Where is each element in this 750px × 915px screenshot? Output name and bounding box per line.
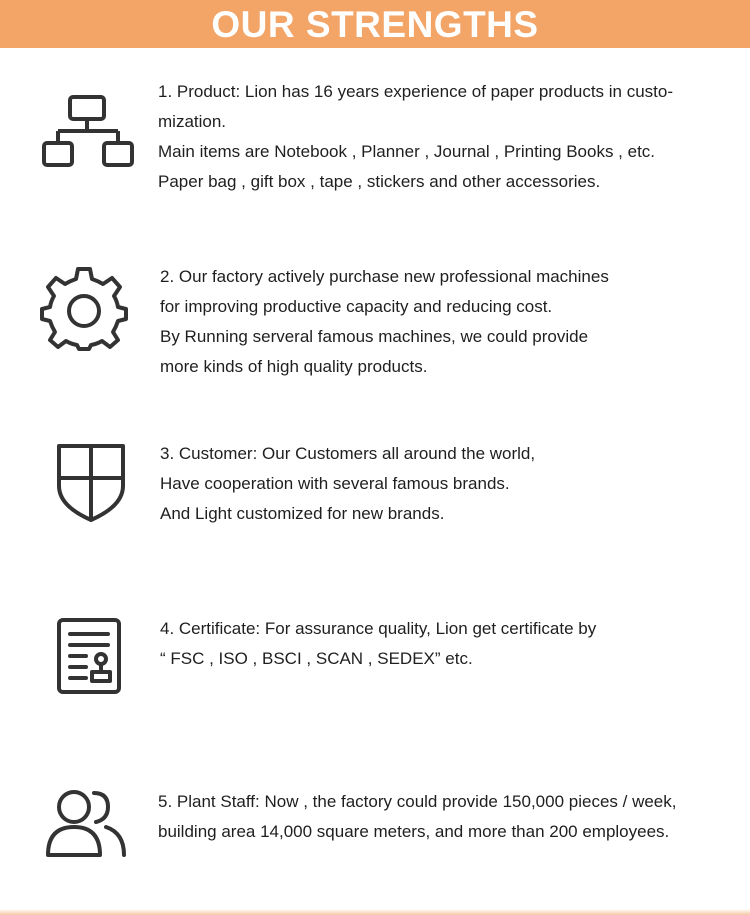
users-icon [44, 787, 128, 859]
gear-icon [40, 266, 128, 354]
text-line: And Light customized for new brands. [160, 504, 445, 523]
bottom-divider [0, 909, 750, 915]
text-line: building area 14,000 square meters, and more than 200 employees. [158, 822, 670, 841]
text-line: more kinds of high quality products. [160, 357, 428, 376]
strength-text [160, 614, 750, 674]
hierarchy-icon [40, 95, 136, 169]
text-line: Main items are Notebook , Planner , Journal , Printing Books , etc. [158, 142, 656, 161]
text-line: 4. Certificate: For assurance quality, Lion get certificate by [160, 619, 597, 638]
strength-text [160, 439, 750, 529]
strength-text [158, 787, 748, 847]
text-line: for improving productive capacity and reducing cost. [160, 297, 553, 316]
page-title: OUR STRENGTHS [211, 4, 539, 45]
text-line: 2. Our factory actively purchase new professional machines [160, 267, 609, 286]
text-line: 1. Product: Lion has 16 years experience of paper products in custo- [158, 82, 674, 101]
strength-text [160, 262, 750, 382]
text-line: “ FSC , ISO , BSCI , SCAN , SEDEX” etc. [160, 649, 473, 668]
text-line: 3. Customer: Our Customers all around the world, [160, 444, 536, 463]
text-line: By Running serveral famous machines, we could provide [160, 327, 589, 346]
text-line: mization. [158, 112, 227, 131]
strength-text [158, 77, 748, 197]
text-line: Have cooperation with several famous brands. [160, 474, 510, 493]
certificate-icon [56, 617, 122, 695]
shield-icon [55, 442, 127, 524]
text-line: Paper bag , gift box , tape , stickers and other accessories. [158, 172, 601, 191]
text-line: 5. Plant Staff: Now , the factory could provide 150,000 pieces / week, [158, 792, 677, 811]
